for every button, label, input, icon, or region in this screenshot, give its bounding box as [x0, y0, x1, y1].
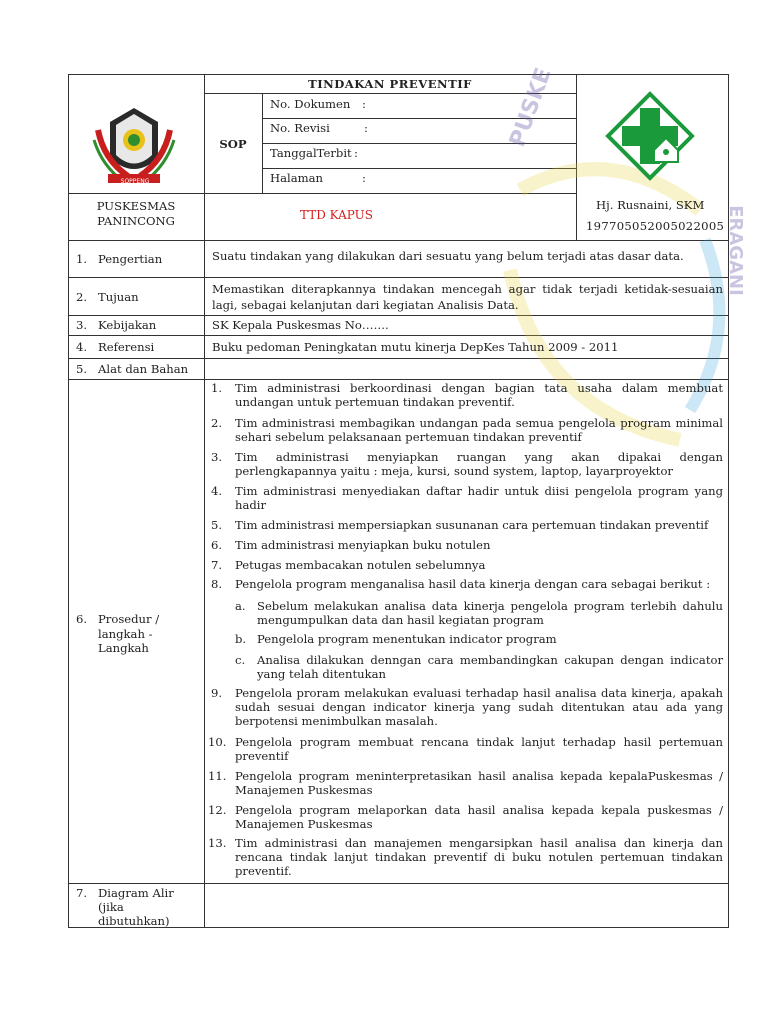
procedure-step-num: 4. [211, 484, 223, 498]
table-top-border [68, 74, 729, 75]
row-referensi-num: 4. [76, 340, 88, 354]
procedure-step-text: Pengelola program membuat rencana tindak lanjut terhadap hasil pertemuan preventif [235, 735, 723, 763]
field-tanggal-terbit-sep: : [354, 146, 358, 160]
row-tujuan-content: Memastikan diterapkannya tindakan mencegah agar tidak terjadi ketidak-sesuaian lagi, sebagai kelanjutan dari kegiatan Analisis Data. [212, 282, 723, 312]
procedure-substep-text: Sebelum melakukan analisa data kinerja pengelola program terlebih dahulu mengumpulkan data dan hasil kegiatan program [257, 599, 723, 627]
procedure-substep-num: b. [235, 632, 247, 646]
procedure-step-text: Tim administrasi menyediakan daftar hadir untuk diisi pengelola program yang hadir [235, 484, 723, 512]
row-pengertian-content: Suatu tindakan yang dilakukan dari sesuatu yang belum terjadi atas dasar data. [212, 249, 684, 263]
procedure-step-4 [211, 484, 723, 512]
document-title: TINDAKAN PREVENTIF [308, 77, 472, 91]
procedure-step-num: 1. [211, 381, 223, 395]
row-kebijakan-content: SK Kepala Puskesmas No……. [212, 318, 389, 332]
procedure-step-text: Pengelola program melaporkan data hasil analisa kepada kepala puskesmas / Manajemen Puskesmas [235, 803, 723, 831]
row-prosedur-label-3: Langkah [98, 641, 149, 655]
procedure-step-text: Tim administrasi dan manajemen mengarsipkan hasil analisa dan kinerja dan rencana tindak lanjut tindakan preventif di buku notulen pertemuan tindakan preventif. [235, 836, 723, 878]
signer-nip: 197705052005022005 [586, 219, 725, 233]
procedure-substep-c [235, 653, 723, 681]
row-diagram-label-2: (jika [98, 900, 124, 914]
procedure-step-2 [211, 416, 723, 444]
procedure-substep-num: a. [235, 599, 246, 613]
procedure-step-text: Pengelola program menganalisa hasil data kinerja dengan cara sebagai berikut : [235, 577, 711, 591]
procedure-step-text: Pengelola program meninterpretasikan hasil analisa kepada kepalaPuskesmas / Manajemen Puskesmas [235, 769, 723, 797]
procedure-step-1 [211, 381, 723, 409]
procedure-step-num: 8. [211, 577, 223, 591]
procedure-substep-a [235, 599, 723, 627]
procedure-step-text: Tim administrasi menyiapkan ruangan yang akan dipakai dengan perlengkapannya yaitu : meja, kursi, sound system, laptop, layarproyektor [235, 450, 723, 478]
row-prosedur-num: 6. [76, 612, 88, 626]
procedure-substep-text: Pengelola program menentukan indicator program [257, 632, 557, 646]
field-no-dokumen-sep: : [362, 97, 366, 111]
field-no-revisi-sep: : [364, 121, 368, 135]
row-alat-num: 5. [76, 362, 88, 376]
field-no-dokumen-label: No. Dokumen [270, 97, 351, 111]
puskesmas-cross-logo [604, 90, 696, 182]
row-tujuan-label: Tujuan [98, 290, 139, 304]
row-pengertian-label: Pengertian [98, 252, 163, 266]
procedure-step-num: 12. [208, 803, 227, 817]
row-referensi-label: Referensi [98, 340, 155, 354]
procedure-step-5 [211, 518, 723, 532]
procedure-step-13 [208, 836, 723, 878]
title-bottom [204, 93, 576, 94]
procedure-step-text: Tim administrasi mempersiapkan susunanan cara pertemuan tindakan preventif [235, 518, 709, 532]
col-divider-1 [204, 74, 205, 928]
procedure-step-text: Tim administrasi membagikan undangan pada semua pengelola program minimal sehari sebelum pelaksanaan pertemuan tindakan preventif [235, 416, 723, 444]
procedure-step-num: 9. [211, 686, 223, 700]
procedure-step-11 [208, 769, 723, 797]
procedure-step-num: 3. [211, 450, 223, 464]
procedure-step-6 [211, 538, 723, 552]
ttd-kapus-label: TTD KAPUS [300, 208, 374, 222]
row-diagram-num: 7. [76, 886, 88, 900]
procedure-step-num: 2. [211, 416, 223, 430]
procedure-step-num: 7. [211, 558, 223, 572]
watermark-top: PUSKE [505, 64, 557, 151]
row-prosedur-label-1: Prosedur / [98, 612, 160, 626]
watermark-bottom: ERAGANI [724, 205, 746, 296]
procedure-substep-num: c. [235, 653, 246, 667]
row-pengertian-num: 1. [76, 252, 88, 266]
table-left-border [68, 74, 69, 928]
field-no-revisi-label: No. Revisi [270, 121, 330, 135]
row-kebijakan-num: 3. [76, 318, 88, 332]
field-halaman-label: Halaman [270, 171, 324, 185]
field-tanggal-terbit-label: TanggalTerbit [270, 146, 352, 160]
procedure-step-text: Pengelola proram melakukan evaluasi terhadap hasil analisa data kinerja, apakah sudah sesuai dengan indicator kinerja yang sudah ditentukan atau ada yang berpotensi menimbulkan masalah. [235, 686, 723, 728]
row-referensi-content: Buku pedoman Peningkatan mutu kinerja DepKes Tahun 2009 - 2011 [212, 340, 619, 354]
procedure-substep-b [235, 632, 723, 646]
procedure-step-text: Tim administrasi berkoordinasi dengan bagian tata usaha dalam membuat undangan untuk pertemuan tindakan preventif. [235, 381, 723, 409]
logo-banner-text: SOPPENG [120, 178, 150, 185]
procedure-substep-text: Analisa dilakukan denngan cara membandingkan cakupan dengan indicator yang telah ditentukan [257, 653, 723, 681]
procedure-step-num: 10. [208, 735, 227, 749]
procedure-step-8 [211, 577, 723, 591]
row-diagram-label-1: Diagram Alir [98, 886, 174, 900]
signer-name: Hj. Rusnaini, SKM [596, 198, 705, 212]
row-diagram-label-3: dibutuhkan) [98, 914, 170, 928]
procedure-step-num: 6. [211, 538, 223, 552]
field-halaman-sep: : [362, 171, 366, 185]
row-alat-label: Alat dan Bahan [98, 362, 189, 376]
row-line-6 [68, 883, 729, 884]
procedure-step-text: Tim administrasi menyiapkan buku notulen [235, 538, 491, 552]
row-kebijakan-label: Kebijakan [98, 318, 157, 332]
procedure-step-7 [211, 558, 723, 572]
row-tujuan-num: 2. [76, 290, 88, 304]
procedure-step-text: Petugas membacakan notulen sebelumnya [235, 558, 486, 572]
procedure-step-num: 11. [208, 769, 227, 783]
procedure-step-12 [208, 803, 723, 831]
org-name-line2: PANINCONG [97, 214, 175, 228]
procedure-step-num: 5. [211, 518, 223, 532]
row-prosedur-label-2: langkah - [98, 627, 153, 641]
procedure-step-3 [211, 450, 723, 478]
procedure-step-9 [211, 686, 723, 728]
org-name-line1: PUSKESMAS [96, 199, 176, 213]
procedure-step-num: 13. [208, 836, 227, 850]
procedure-step-10 [208, 735, 723, 763]
sop-label: SOP [219, 137, 247, 151]
